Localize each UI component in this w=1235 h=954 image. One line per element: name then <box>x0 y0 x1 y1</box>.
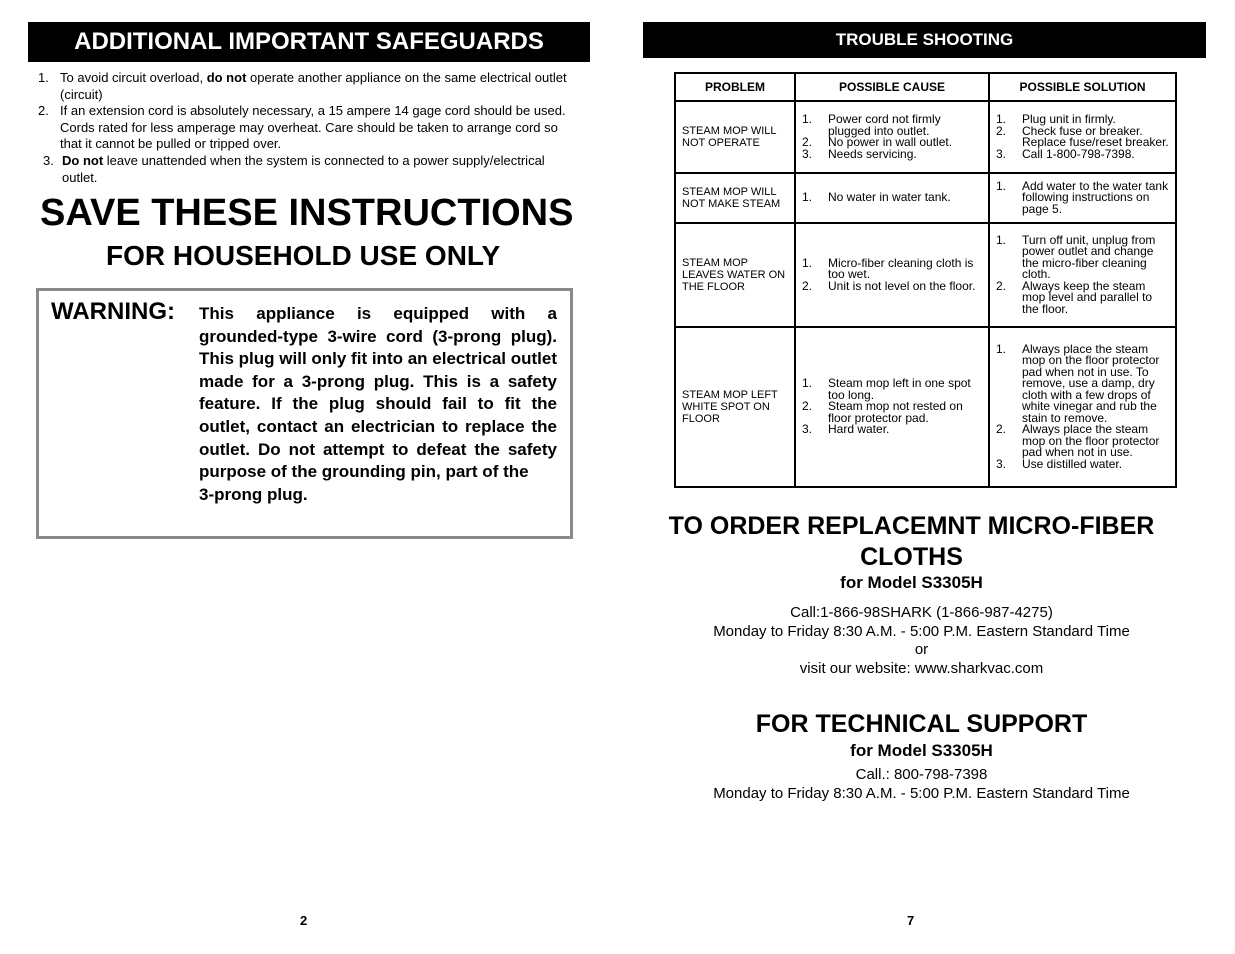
solution-item: 1. Turn off unit, unplug from power outlet and change the micro-fiber cleaning cloth. <box>996 232 1156 282</box>
cause-item: 3. Needs servicing. <box>802 146 917 161</box>
cause-item: 2. Steam mop not rested on floor protector pad. <box>802 399 963 425</box>
cause-item: 2. No power in wall outlet. <box>802 135 953 149</box>
list-item-text: To avoid circuit overload, <box>60 70 207 85</box>
solution-item: 1. Always place the steam mop on the floor protector pad when not in use. To remove, use a damp, dry cloth with a few drops of white vinegar and rub the stain to remove. <box>996 341 1160 425</box>
column-header-solution: POSSIBLE SOLUTION <box>989 73 1176 101</box>
page-number-right: 7 <box>907 913 915 928</box>
table-row <box>675 101 1176 173</box>
warning-body: This appliance is equipped with a grounded-type 3-wire cord (3-prong plug). This plug will only fit into an electrical outlet made for a 3-prong plug. This is a safety feature. If the plug should fail to fit the outlet, contact an electrician to replace the outlet. Do not attempt to defeat the safety purpose of the grounding pin, part of the <box>199 304 557 482</box>
column-header-cause: POSSIBLE CAUSE <box>795 73 989 101</box>
list-item-text: operate another appliance on the same electrical outlet (circuit) <box>60 70 567 102</box>
cause-item: 2. Unit is not level on the floor. <box>802 278 976 293</box>
order-model: for Model S3305H <box>840 573 983 592</box>
solution-item: 3. Call 1-800-798-7398. <box>996 146 1135 161</box>
list-item <box>38 70 583 103</box>
solution-item: 2. Always keep the steam mop level and parallel to the floor. <box>996 278 1153 316</box>
solution-cell <box>989 173 1176 223</box>
page-number-left: 2 <box>300 913 308 928</box>
list-item-emphasis: do not <box>206 70 247 85</box>
cause-cell <box>795 223 989 327</box>
column-header-problem: PROBLEM <box>675 73 795 101</box>
cause-cell <box>795 327 989 487</box>
warning-tail: 3-prong plug. <box>199 484 308 504</box>
tech-phone: Call.: 800-798-7398 <box>855 766 988 783</box>
order-or: or <box>914 641 929 659</box>
table-header-row <box>675 73 1176 101</box>
troubleshooting-header: TROUBLE SHOOTING <box>643 22 1206 58</box>
list-item-number: 3. <box>43 152 54 168</box>
tech-contact <box>643 766 1200 803</box>
safeguards-list <box>38 70 583 186</box>
cause-cell <box>795 101 989 173</box>
list-item-text: leave unattended when the system is connected to a power supply/electrical outlet. <box>62 152 545 185</box>
solution-item: 2. Check fuse or breaker. Replace fuse/reset breaker. <box>996 123 1169 149</box>
solution-cell <box>989 223 1176 327</box>
solution-item: 1. Add water to the water tank following instructions on page 5. <box>996 178 1169 216</box>
order-website: visit our website: www.sharkvac.com <box>799 659 1044 677</box>
table-row <box>675 327 1176 487</box>
problem-cell: STEAM MOP WILL NOT OPERATE <box>675 101 795 173</box>
list-item <box>38 153 583 186</box>
order-contact <box>643 604 1200 678</box>
problem-cell: STEAM MOP LEFT WHITE SPOT ON FLOOR <box>675 327 795 487</box>
cause-item: 3. Hard water. <box>802 422 890 437</box>
list-item-number: 2. <box>38 103 49 119</box>
list-item <box>38 103 583 153</box>
table-row <box>675 223 1176 327</box>
tech-support-title: FOR TECHNICAL SUPPORT <box>755 710 1088 738</box>
cause-item: 1. Steam mop left in one spot too long. <box>802 376 971 402</box>
warning-box <box>36 288 573 539</box>
order-hours: Monday to Friday 8:30 A.M. - 5:00 P.M. Eastern Standard Time <box>713 622 1130 640</box>
list-item-emphasis: Do not <box>62 152 104 168</box>
solution-item: 2. Always place the steam mop on the floor protector pad when not in use. <box>996 422 1160 460</box>
problem-cell: STEAM MOP LEAVES WATER ON THE FLOOR <box>675 223 795 327</box>
cause-cell <box>795 173 989 223</box>
table-row <box>675 173 1176 223</box>
list-item-number: 1. <box>38 70 49 85</box>
tech-hours: Monday to Friday 8:30 A.M. - 5:00 P.M. Eastern Standard Time <box>713 784 1130 802</box>
household-use-title: FOR HOUSEHOLD USE ONLY <box>106 240 501 271</box>
safeguards-header: ADDITIONAL IMPORTANT SAFEGUARDS <box>28 22 590 62</box>
solution-cell <box>989 327 1176 487</box>
problem-cell: STEAM MOP WILL NOT MAKE STEAM <box>675 173 795 223</box>
solution-item: 3. Use distilled water. <box>996 456 1123 471</box>
troubleshooting-table <box>674 72 1177 488</box>
order-title: TO ORDER REPLACEMNT MICRO-FIBER CLOTHS <box>668 512 1155 571</box>
list-item-text: If an extension cord is absolutely necessary, a 15 ampere 14 gage cord should be used. Cords rated for less amperage may overheat. Care should be taken to arrange cord so that it cannot be pulled or tripped over. <box>60 103 566 152</box>
save-instructions-title: SAVE THESE INSTRUCTIONS <box>40 192 574 234</box>
cause-item: 1. Power cord not firmly plugged into outlet. <box>802 112 941 138</box>
warning-text <box>199 303 557 506</box>
warning-label: WARNING: <box>51 298 175 325</box>
order-phone: Call:1-866-98SHARK (1-866-987-4275) <box>790 604 1053 621</box>
solution-item: 1. Plug unit in firmly. <box>996 112 1116 126</box>
solution-cell <box>989 101 1176 173</box>
cause-item: 1. No water in water tank. <box>802 190 951 205</box>
tech-model: for Model S3305H <box>850 741 993 760</box>
cause-item: 1. Micro-fiber cleaning cloth is too wet. <box>802 255 974 282</box>
